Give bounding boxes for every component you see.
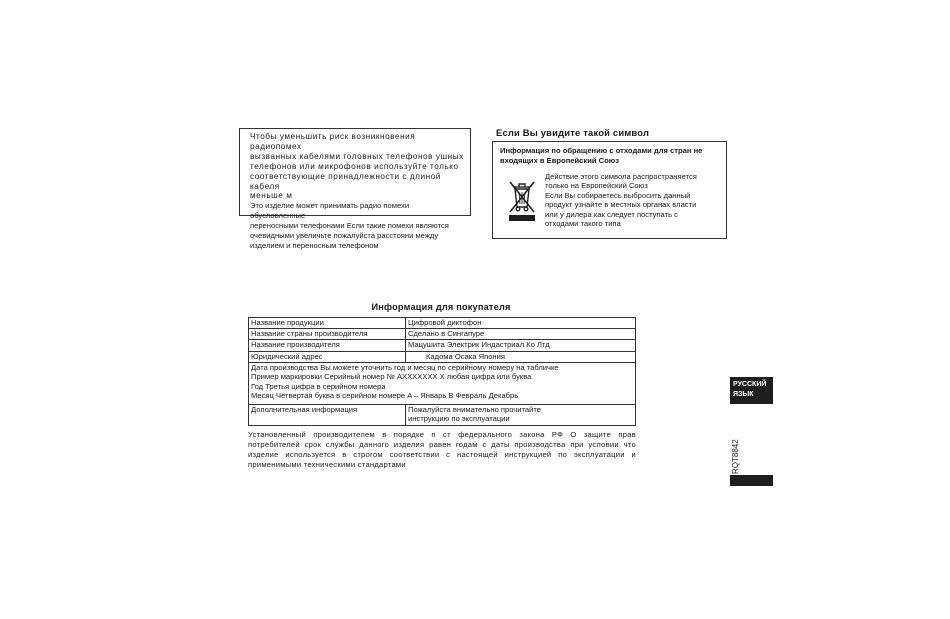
row-value: Сделано в Сингапуре [406,329,636,340]
table-row [249,329,636,340]
language-tab-line: РУССКИЙ [733,381,767,388]
extra-info-line: инструкцию по эксплуатации [408,413,510,423]
language-tab [730,377,773,404]
disposal-info-box [492,141,727,239]
table-row [249,404,636,425]
production-date-cell [249,362,636,404]
row-value: Кадома Осака Япония [406,351,636,362]
crossed-out-bin-icon [507,177,537,222]
buyer-info-heading: Информация для покупателя [371,302,511,312]
document-code-text: RQT8842 [731,439,740,474]
row-label: Название страны производителя [249,329,406,340]
service-life-paragraph: Установленный производителем в порядке п ст федерального закона РФ О защите прав потребителей срок службы данного изделия равен годам с даты производства при условии что изделие используется в строгом соответствии с настоящей инструкцией по эксплуатации и применимыми техническими стандартами [248,430,636,469]
table-row [249,340,636,351]
production-line: Месяц Четвертая буква в серийном номере A – Январь B Февраль Декабрь [251,391,519,401]
extra-info-line: Пожалуйста внимательно прочитайте [408,404,541,414]
table-row [249,318,636,329]
production-line: Пример маркировки Серийный номер № AXXXXXXX X любая цифра или буква [251,372,532,382]
disposal-info-title: Информация по обращению с отходами для стран не входящих в Европейский Союз [500,146,703,165]
row-label: Название продукции [249,318,406,329]
language-tab-line: ЯЗЫК [733,391,754,398]
warning-line: Чтобы уменьшить риск возникновения радиопомех [250,132,416,151]
disposal-line: продукт узнайте в местных органах власти [545,200,697,210]
disposal-line: или у дилера как следует поступать с [545,209,678,219]
row-value [406,404,636,425]
production-line: Дата производства Вы можете уточнить год и месяц по серийному номеру на табличке [251,362,559,372]
table-row [249,362,636,404]
row-label: Название производителя [249,340,406,351]
row-value: Цифровой диктофон [406,318,636,329]
warning-line: вызванных кабелями головных телефонов ушных [250,151,464,161]
interference-line: Это изделие может принимать радио помехи обусловленные [250,201,410,221]
warning-line: соответствующие принадлежности с длиной кабеля [250,171,441,191]
interference-line: очевидными увеличьте пожалуйста расстояни между [250,231,439,241]
warning-line: меньше м [250,191,293,201]
disposal-line: Действие этого символа распространяется [545,172,697,181]
production-line: Год Третья цифра в серийном номера [251,381,386,391]
interference-line: переносными телефонами Если такие помехи являются [250,221,449,231]
row-label: Юридический адрес [249,351,406,362]
disposal-line: Если Вы собираетесь выбросить данный [545,190,691,200]
symbol-heading: Если Вы увидите такой символ [496,127,650,138]
warning-box [239,128,471,251]
interference-line: изделием и переносным телефоном [250,241,379,251]
buyer-info-table [248,317,636,426]
margin-bar [730,475,773,486]
disposal-info-text [545,172,725,228]
disposal-line: отходами такого типа [545,219,621,229]
row-value: Мацушита Электрик Индастриал Ко Лтд [406,340,636,351]
disposal-line: только на Европейский Союз [545,181,648,191]
warning-line: телефонов или микрофонов используйте только [250,161,459,171]
table-row [249,351,636,362]
row-label: Дополнительная информация [249,404,406,425]
document-code [727,436,747,476]
